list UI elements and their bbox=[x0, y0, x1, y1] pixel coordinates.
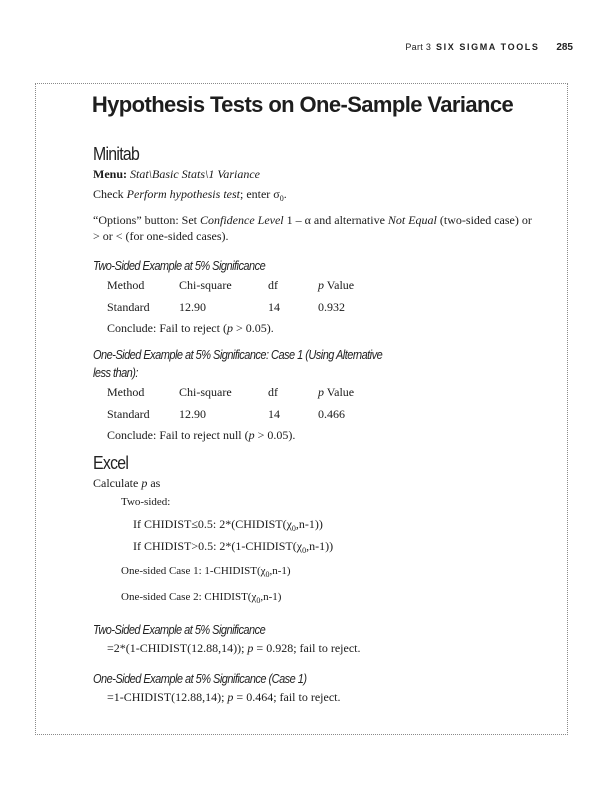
conclude-suffix: > 0.05). bbox=[254, 428, 296, 442]
table-row bbox=[107, 296, 354, 318]
excel-calc-line bbox=[93, 475, 533, 491]
ex1-result: = 0.928; fail to reject. bbox=[253, 641, 361, 655]
minitab-ex2-heading-1: One-Sided Example at 5% Significance: Case 1 (Using Alternative bbox=[93, 348, 383, 362]
menu-label: Menu: bbox=[93, 167, 127, 181]
check-end: . bbox=[283, 187, 287, 201]
page-title: Hypothesis Tests on One-Sample Variance bbox=[91, 92, 514, 117]
header-cell bbox=[318, 381, 354, 403]
table-header-row bbox=[107, 381, 354, 403]
excel-case2-line bbox=[121, 589, 533, 609]
table-cell: 14 bbox=[268, 300, 280, 314]
minitab-ex2-heading-2: less than): bbox=[93, 366, 138, 380]
running-head bbox=[405, 42, 573, 53]
header-p: p bbox=[318, 385, 324, 399]
header-cell bbox=[318, 274, 354, 296]
minitab-menu-line bbox=[93, 166, 533, 182]
ex1-formula: =2*(1-CHIDIST(12.88,14)); bbox=[107, 641, 248, 655]
options-suffix: (two-sided case) or > or < (for one-sided cases). bbox=[93, 213, 532, 243]
header-cell: Method bbox=[107, 385, 145, 399]
case2-sub: 0 bbox=[256, 596, 261, 605]
minitab-options-line bbox=[93, 212, 533, 244]
content-box bbox=[35, 83, 568, 735]
header-cell: df bbox=[268, 278, 278, 292]
minitab-ex1-conclusion bbox=[107, 320, 533, 336]
options-prefix: “Options” button: Set bbox=[93, 213, 200, 227]
table-header-row bbox=[107, 274, 354, 296]
check-suffix: ; enter σ bbox=[239, 187, 280, 201]
if1-a: If CHIDIST≤0.5: 2*(CHIDIST(χ bbox=[133, 517, 292, 531]
conclude-prefix: Conclude: Fail to reject null ( bbox=[107, 428, 249, 442]
table-cell: 12.90 bbox=[179, 300, 206, 314]
calc-var: p bbox=[141, 476, 148, 490]
header-cell: Method bbox=[107, 278, 145, 292]
running-head-section: SIX SIGMA TOOLS bbox=[435, 42, 540, 52]
header-cell: Chi-square bbox=[179, 278, 232, 292]
header-p: p bbox=[318, 278, 324, 292]
running-head-part: Part 3 bbox=[405, 42, 432, 52]
minitab-ex1-heading: Two-Sided Example at 5% Significance bbox=[93, 259, 266, 273]
ex2-var: p bbox=[227, 690, 234, 704]
header-value: Value bbox=[324, 385, 355, 399]
options-middle: 1 – α and alternative bbox=[283, 213, 388, 227]
minitab-ex1-table bbox=[107, 274, 354, 318]
conclude-suffix: > 0.05). bbox=[232, 321, 274, 335]
excel-if-line-2 bbox=[133, 538, 533, 559]
conclude-var: p bbox=[226, 321, 233, 335]
box-content bbox=[93, 146, 533, 705]
case2-a: One-sided Case 2: CHIDIST(χ bbox=[121, 591, 257, 603]
header-value: Value bbox=[324, 278, 355, 292]
minitab-heading: Minitab bbox=[93, 144, 140, 164]
excel-heading: Excel bbox=[93, 453, 129, 473]
options-italic2: Not Equal bbox=[387, 213, 437, 227]
case1-sub: 0 bbox=[265, 570, 270, 579]
table-row bbox=[107, 403, 354, 425]
table-cell: 14 bbox=[268, 407, 280, 421]
excel-ex1-heading: Two-Sided Example at 5% Significance bbox=[93, 623, 266, 637]
ex1-var: p bbox=[247, 641, 254, 655]
ex2-result: = 0.464; fail to reject. bbox=[233, 690, 341, 704]
check-prefix: Check bbox=[93, 187, 127, 201]
excel-if-line-1 bbox=[133, 516, 533, 537]
excel-ex1-formula bbox=[107, 640, 533, 656]
conclude-var: p bbox=[248, 428, 255, 442]
case1-a: One-sided Case 1: 1-CHIDIST(χ bbox=[121, 565, 266, 577]
minitab-ex2-table bbox=[107, 381, 354, 425]
menu-path: Stat\Basic Stats\1 Variance bbox=[130, 167, 260, 181]
header-cell: Chi-square bbox=[179, 385, 232, 399]
case1-b: ,n-1) bbox=[269, 565, 291, 577]
table-cell: Standard bbox=[107, 300, 150, 314]
options-italic1: Confidence Level bbox=[200, 213, 284, 227]
if2-b: ,n-1)) bbox=[306, 539, 334, 553]
table-cell: 0.466 bbox=[318, 407, 345, 421]
if2-sub: 0 bbox=[302, 546, 307, 555]
table-cell: Standard bbox=[107, 407, 150, 421]
header-cell: df bbox=[268, 385, 278, 399]
minitab-ex2-conclusion bbox=[107, 427, 533, 443]
if1-b: ,n-1)) bbox=[295, 517, 323, 531]
minitab-check-line bbox=[93, 186, 533, 207]
calc-suffix: as bbox=[147, 476, 161, 490]
table-cell: 12.90 bbox=[179, 407, 206, 421]
conclude-prefix: Conclude: Fail to reject ( bbox=[107, 321, 227, 335]
if2-a: If CHIDIST>0.5: 2*(1-CHIDIST(χ bbox=[133, 539, 303, 553]
ex2-formula: =1-CHIDIST(12.88,14); bbox=[107, 690, 228, 704]
excel-case1-line bbox=[121, 563, 533, 583]
calc-prefix: Calculate bbox=[93, 476, 142, 490]
excel-ex2-heading: One-Sided Example at 5% Significance (Case 1) bbox=[93, 672, 307, 686]
check-sub: 0 bbox=[279, 194, 284, 203]
page-number: 285 bbox=[556, 42, 573, 53]
case2-b: ,n-1) bbox=[260, 591, 282, 603]
if1-sub: 0 bbox=[291, 524, 296, 533]
table-cell: 0.932 bbox=[318, 300, 345, 314]
excel-two-sided-label: Two-sided: bbox=[121, 496, 171, 508]
check-italic: Perform hypothesis test bbox=[126, 187, 240, 201]
excel-ex2-formula bbox=[107, 689, 533, 705]
